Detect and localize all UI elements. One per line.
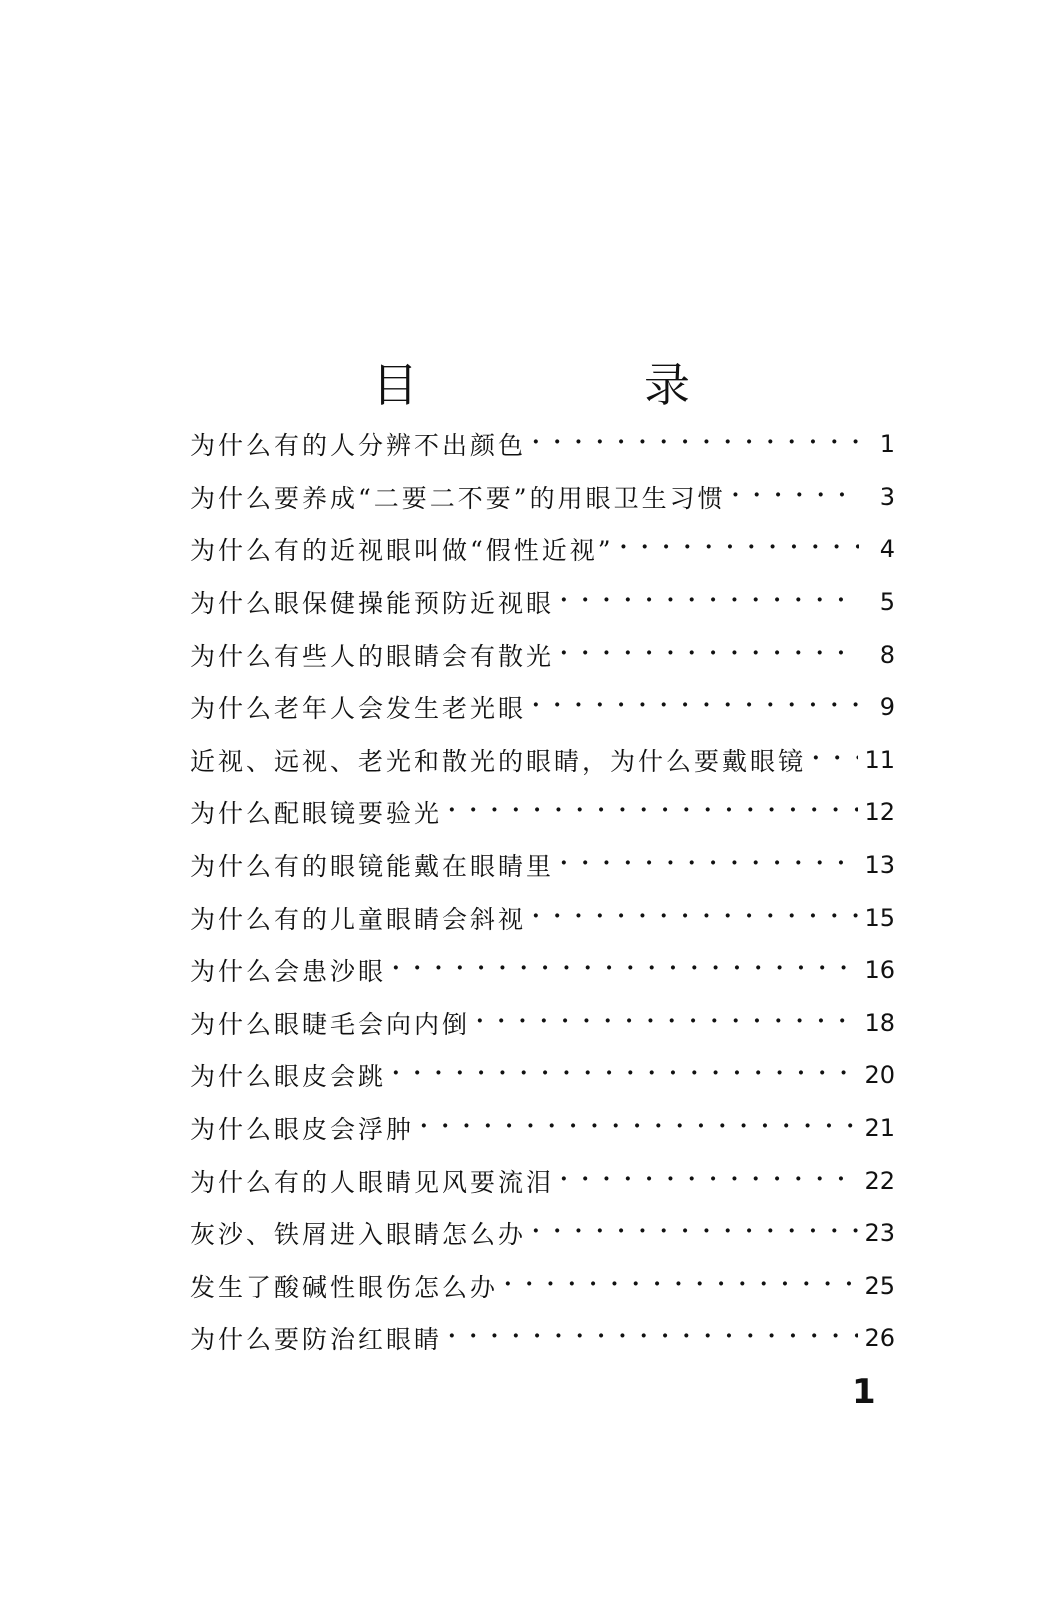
toc-entry <box>190 1154 895 1207</box>
dot-leader <box>476 1010 858 1036</box>
toc-entry-title: 为什么要防治红眼睛 <box>190 1325 443 1355</box>
toc-entry <box>190 523 895 576</box>
toc-entry-title: 近视、远视、老光和散光的眼睛，为什么要戴眼镜 <box>190 746 807 776</box>
toc-page-number: 11 <box>864 745 895 774</box>
toc-page-number: 23 <box>864 1219 895 1248</box>
toc-entry-title: 为什么老年人会发生老光眼 <box>190 694 527 724</box>
toc-entry-title: 为什么眼睫毛会向内倒 <box>190 1009 471 1039</box>
toc-entry <box>190 576 895 629</box>
toc-entry <box>190 944 895 997</box>
dot-leader <box>812 747 858 773</box>
dot-leader <box>420 1115 858 1141</box>
toc-entry-title: 为什么配眼镜要验光 <box>190 799 443 829</box>
dot-leader <box>532 694 859 720</box>
toc-entry-title: 为什么有的人眼睛见风要流泪 <box>190 1167 555 1197</box>
toc-entry <box>190 1102 895 1155</box>
dot-leader <box>448 1325 858 1351</box>
toc-page-number: 26 <box>864 1324 895 1353</box>
toc-entry-title: 为什么眼皮会浮肿 <box>190 1115 415 1145</box>
dot-leader <box>504 1273 858 1299</box>
toc-entry <box>190 681 895 734</box>
dot-leader <box>560 642 859 668</box>
toc-page-number: 21 <box>864 1114 895 1143</box>
toc-page-number: 20 <box>864 1061 895 1090</box>
toc-entry <box>190 997 895 1050</box>
toc-page-number: 4 <box>879 535 895 564</box>
toc-page-number: 25 <box>864 1271 895 1300</box>
toc-entry-title: 为什么有些人的眼睛会有散光 <box>190 641 555 671</box>
toc-entry-title: 灰沙、铁屑进入眼睛怎么办 <box>190 1220 527 1250</box>
dot-leader <box>392 957 858 983</box>
dot-leader <box>560 1168 858 1194</box>
toc-entry <box>190 786 895 839</box>
toc-page-number: 8 <box>879 640 895 669</box>
toc-page-number: 1 <box>879 430 895 459</box>
dot-leader <box>532 1220 858 1246</box>
toc-entry <box>190 471 895 524</box>
toc-entry-title: 为什么有的儿童眼睛会斜视 <box>190 904 527 934</box>
toc-page-number: 22 <box>864 1166 895 1195</box>
dot-leader <box>560 589 859 615</box>
folio-page-number: 1 <box>852 1372 876 1412</box>
toc-entry <box>190 839 895 892</box>
page-title: 目 录 <box>372 357 780 412</box>
toc-page-number: 13 <box>864 851 895 880</box>
dot-leader <box>732 484 859 510</box>
toc-entry-title: 为什么眼皮会跳 <box>190 1062 387 1092</box>
toc-entry-title: 为什么有的人分辨不出颜色 <box>190 431 527 461</box>
table-of-contents <box>190 418 895 1365</box>
dot-leader <box>560 852 858 878</box>
toc-entry-title: 为什么有的近视眼叫做“假性近视” <box>190 536 614 566</box>
toc-entry <box>190 418 895 471</box>
dot-leader <box>620 536 859 562</box>
toc-page-number: 5 <box>879 588 895 617</box>
toc-entry-title: 为什么会患沙眼 <box>190 957 387 987</box>
dot-leader <box>448 799 858 825</box>
toc-entry <box>190 891 895 944</box>
toc-entry <box>190 1207 895 1260</box>
toc-page-number: 9 <box>879 693 895 722</box>
toc-entry-title: 为什么要养成“二要二不要”的用眼卫生习惯 <box>190 483 726 513</box>
toc-page-number: 15 <box>864 903 895 932</box>
dot-leader <box>532 431 859 457</box>
toc-entry <box>190 628 895 681</box>
toc-page-number: 3 <box>879 482 895 511</box>
toc-page-number: 16 <box>864 956 895 985</box>
dot-leader <box>392 1062 858 1088</box>
toc-page-number: 12 <box>864 798 895 827</box>
toc-entry <box>190 1312 895 1365</box>
toc-entry <box>190 1260 895 1313</box>
toc-entry-title: 为什么眼保健操能预防近视眼 <box>190 589 555 619</box>
toc-page-number: 18 <box>864 1008 895 1037</box>
toc-entry-title: 为什么有的眼镜能戴在眼睛里 <box>190 852 555 882</box>
toc-entry <box>190 734 895 787</box>
toc-entry <box>190 1049 895 1102</box>
toc-entry-title: 发生了酸碱性眼伤怎么办 <box>190 1272 499 1302</box>
dot-leader <box>532 905 858 931</box>
